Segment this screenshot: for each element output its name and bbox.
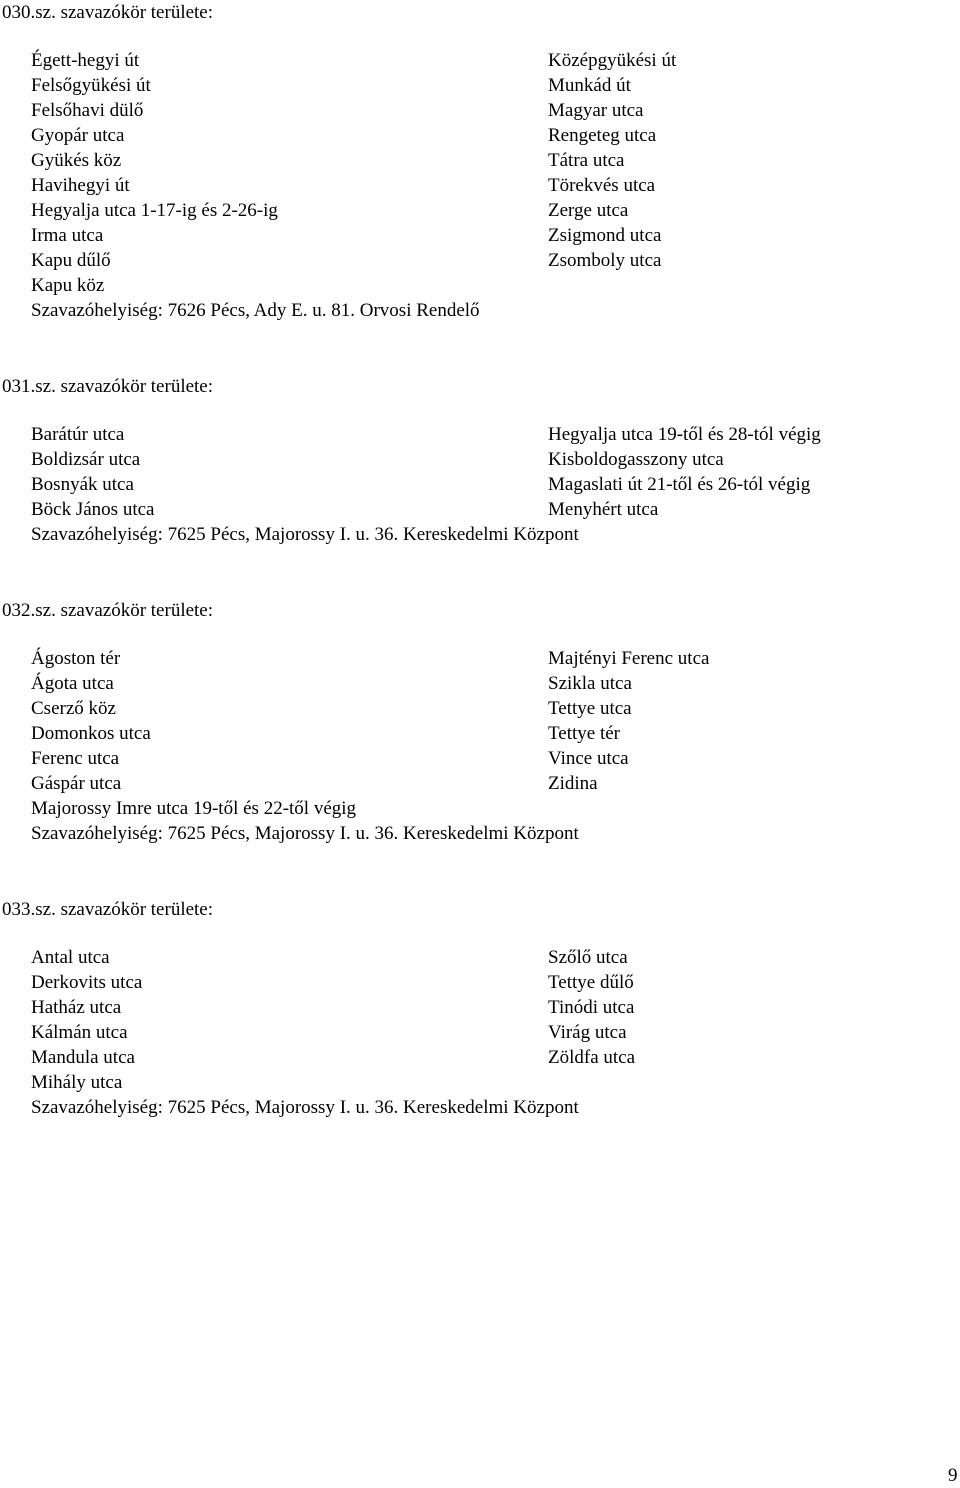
district-heading: 030.sz. szavazókör területe:: [2, 2, 214, 23]
street-item: Ferenc utca: [31, 748, 120, 769]
street-item: Szőlő utca: [548, 947, 628, 968]
street-item: Zsigmond utca: [548, 225, 662, 246]
full-width-street: Majorossy Imre utca 19-től és 22-től végig: [31, 798, 357, 819]
right-street-column: [548, 422, 821, 522]
polling-label: Szavazóhelyiség:: [31, 823, 163, 844]
street-item: Zsomboly utca: [548, 250, 662, 271]
left-street-column: [31, 945, 142, 1095]
street-item: Tinódi utca: [548, 997, 635, 1018]
street-item: Boldizsár utca: [31, 449, 141, 470]
street-item: Égett-hegyi út: [31, 50, 140, 71]
street-item: Mandula utca: [31, 1047, 135, 1068]
district-heading: 033.sz. szavazókör területe:: [2, 899, 214, 920]
polling-address: 7625 Pécs, Majorossy I. u. 36. Kereskedelmi Központ: [167, 1097, 579, 1118]
right-street-column: [548, 48, 676, 273]
polling-place: [31, 1095, 579, 1120]
polling-label: Szavazóhelyiség:: [31, 300, 163, 321]
street-item: Tettye dűlő: [548, 972, 634, 993]
street-item: Vince utca: [548, 748, 629, 769]
left-street-column: [31, 48, 278, 298]
polling-label: Szavazóhelyiség:: [31, 1097, 163, 1118]
polling-place: [31, 298, 480, 323]
street-item: Magaslati út 21-től és 26-tól végig: [548, 474, 811, 495]
district-heading: 032.sz. szavazókör területe:: [2, 600, 214, 621]
right-street-column: [548, 646, 709, 796]
street-item: Zidina: [548, 773, 598, 794]
polling-label: Szavazóhelyiség:: [31, 524, 163, 545]
street-item: Tátra utca: [548, 150, 625, 171]
polling-address: 7626 Pécs, Ady E. u. 81. Orvosi Rendelő: [167, 300, 480, 321]
street-item: Munkád út: [548, 75, 631, 96]
street-item: Irma utca: [31, 225, 104, 246]
street-item: Barátúr utca: [31, 424, 125, 445]
street-item: Kapu dűlő: [31, 250, 111, 271]
street-item: Antal utca: [31, 947, 110, 968]
street-item: Ágoston tér: [31, 648, 121, 669]
street-item: Középgyükési út: [548, 50, 677, 71]
street-item: Kálmán utca: [31, 1022, 128, 1043]
street-item: Ágota utca: [31, 673, 114, 694]
street-item: Gáspár utca: [31, 773, 122, 794]
street-item: Mihály utca: [31, 1072, 123, 1093]
street-item: Gyükés köz: [31, 150, 122, 171]
street-item: Hegyalja utca 1-17-ig és 2-26-ig: [31, 200, 278, 221]
polling-place: [31, 522, 579, 547]
street-item: Virág utca: [548, 1022, 627, 1043]
page-number: 9: [948, 1465, 958, 1486]
street-item: Felsőhavi dülő: [31, 100, 144, 121]
street-item: Domonkos utca: [31, 723, 151, 744]
left-street-column: [31, 646, 151, 796]
street-item: Törekvés utca: [548, 175, 656, 196]
polling-address: 7625 Pécs, Majorossy I. u. 36. Kereskedelmi Központ: [167, 823, 579, 844]
street-item: Magyar utca: [548, 100, 644, 121]
street-item: Havihegyi út: [31, 175, 130, 196]
polling-address: 7625 Pécs, Majorossy I. u. 36. Kereskedelmi Központ: [167, 524, 579, 545]
street-item: Zerge utca: [548, 200, 629, 221]
street-item: Tettye utca: [548, 698, 632, 719]
street-item: Böck János utca: [31, 499, 155, 520]
left-street-column: [31, 422, 154, 522]
district-heading: 031.sz. szavazókör területe:: [2, 376, 214, 397]
street-item: Hegyalja utca 19-től és 28-tól végig: [548, 424, 821, 445]
street-item: Kapu köz: [31, 275, 105, 296]
street-item: Menyhért utca: [548, 499, 659, 520]
street-item: Majtényi Ferenc utca: [548, 648, 710, 669]
street-item: Gyopár utca: [31, 125, 125, 146]
street-item: Rengeteg utca: [548, 125, 657, 146]
street-item: Tettye tér: [548, 723, 620, 744]
street-item: Bosnyák utca: [31, 474, 134, 495]
street-item: Hatház utca: [31, 997, 122, 1018]
right-street-column: [548, 945, 635, 1070]
street-item: Szikla utca: [548, 673, 632, 694]
street-item: Zöldfa utca: [548, 1047, 636, 1068]
street-item: Kisboldogasszony utca: [548, 449, 724, 470]
polling-place: [31, 821, 579, 846]
street-item: Felsőgyükési út: [31, 75, 151, 96]
street-item: Derkovits utca: [31, 972, 143, 993]
street-item: Cserző köz: [31, 698, 116, 719]
